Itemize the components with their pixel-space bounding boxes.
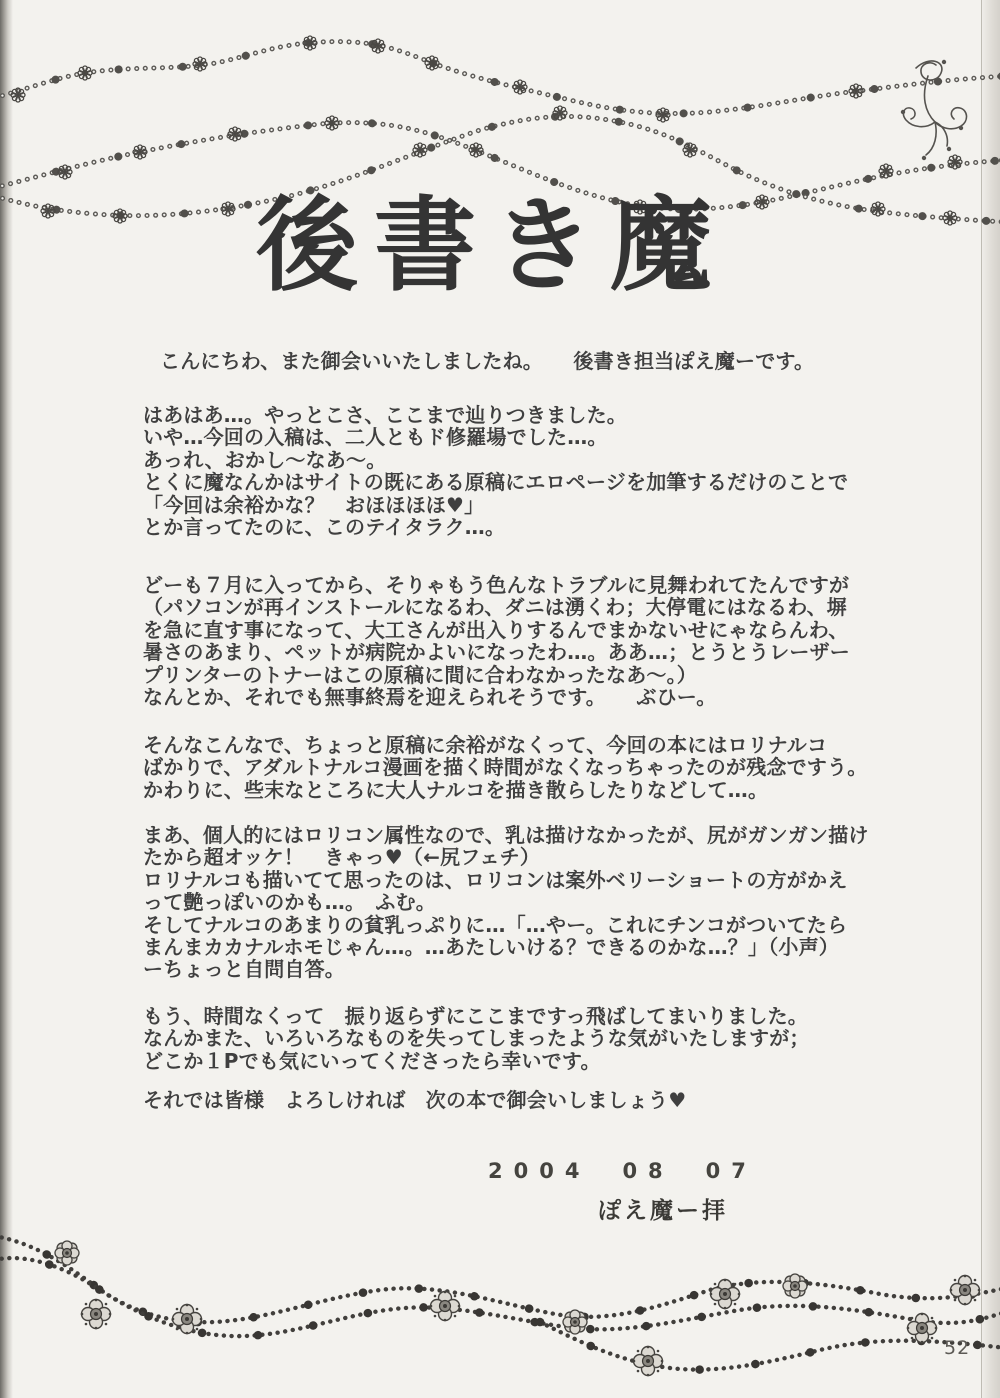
text-line: なんかまた、いろいろなものを失ってしまったような気がいたしますが； [143, 1026, 810, 1051]
page-title: 後書き魔 [256, 187, 728, 306]
text-line: って艶っぽいのかも…。 ふむ。 [143, 890, 436, 915]
text-line: （パソコンが再インストールになるわ、ダニは湧くわ；大停電にはなるわ、塀 [143, 595, 847, 620]
text-line: どーも７月に入ってから、そりゃもう色んなトラブルに見舞われてたんですが [143, 573, 850, 597]
top-garland-strand-upper [0, 42, 1000, 114]
paragraph-july-troubles [143, 574, 850, 708]
text-line: なんとか、それでも無事終焉を迎えられそうです。 ぶひー。 [143, 685, 717, 710]
paragraph-wrap-up [143, 1005, 810, 1072]
text-line: まんまカカナルホモじゃん…。…あたしいける？できるのかな…？」（小声） [143, 935, 839, 960]
paragraph-deadline-chaos [143, 404, 848, 538]
closing-line [143, 1089, 686, 1111]
text-line: たから超オッケ！ きゃっ♥（←尻フェチ） [143, 845, 541, 870]
text-line: かわりに、些末なところに大人ナルコを描き散らしたりなどして…。 [143, 777, 769, 802]
text-line: ばかりで、アダルトナルコ漫画を描く時間がなくなっちゃったのが残念ですう。 [143, 755, 868, 780]
signature: ぽえ魔ー拝 [598, 1198, 728, 1224]
text-line: ーちょっと自問自答。 [143, 957, 345, 982]
text-line: まあ、個人的にはロリコン属性なので、乳は描けなかったが、尻がガンガン描け [143, 823, 869, 847]
text-line: あっれ、おかし〜なあ〜。 [143, 447, 387, 472]
text-line: 暑さのあまり、ペットが病院かよいになったわ…。ああ…；とうとうレーザー [143, 640, 850, 665]
text-line: もう、時間なくって 振り返らずにここまですっ飛ばしてまいりました。 [143, 1004, 808, 1028]
text-line: それでは皆様 よろしければ 次の本で御会いしましょう♥ [143, 1088, 687, 1112]
text-line: そしてナルコのあまりの貧乳っぷりに…「…やー。これにチンコがついてたら [143, 912, 848, 937]
bottom-garland-strand-lower [0, 1258, 1000, 1336]
date: 2004 08 07 [488, 1159, 757, 1183]
text-line: どこか１Pでも気にいってくださったら幸いです。 [143, 1048, 601, 1073]
page-number: 52 [944, 1337, 971, 1359]
text-line: プリンターのトナーはこの原稿に間に合わなかったなあ〜。） [143, 662, 697, 687]
paragraph-drawing-notes [143, 824, 869, 981]
bottom-bead-garland [0, 1226, 1000, 1398]
text-line: とくに魔なんかはサイトの既にある原稿にエロページを加筆するだけのことで [143, 470, 849, 495]
text-line: はあはあ…。やっとこさ、ここまで辿りつきました。 [143, 403, 627, 427]
text-line: 「今回は余裕かな？ おほほほほ♥」 [143, 492, 485, 517]
text-line: ロリナルコも描いてて思ったのは、ロリコンは案外ベリーショートの方がかえ [143, 867, 848, 892]
greeting-paragraph [160, 350, 814, 372]
text-line: いや…今回の入稿は、二人ともド修羅場でした…。 [143, 425, 608, 450]
text-line: を急に直す事になって、大工さんが出入りするんでまかないせにゃならんわ、 [143, 617, 849, 642]
text-line: こんにちわ、また御会いいたしましたね。 後書き担当ぽえ魔ーです。 [160, 349, 815, 373]
corner-flourish-icon [901, 60, 967, 160]
text-line: とか言ってたのに、このテイタラク…。 [143, 515, 506, 540]
paragraph-no-time [143, 734, 867, 801]
text-line: そんなこんなで、ちょっと原稿に余裕がなくって、今回の本にはロリナルコ [143, 733, 828, 757]
